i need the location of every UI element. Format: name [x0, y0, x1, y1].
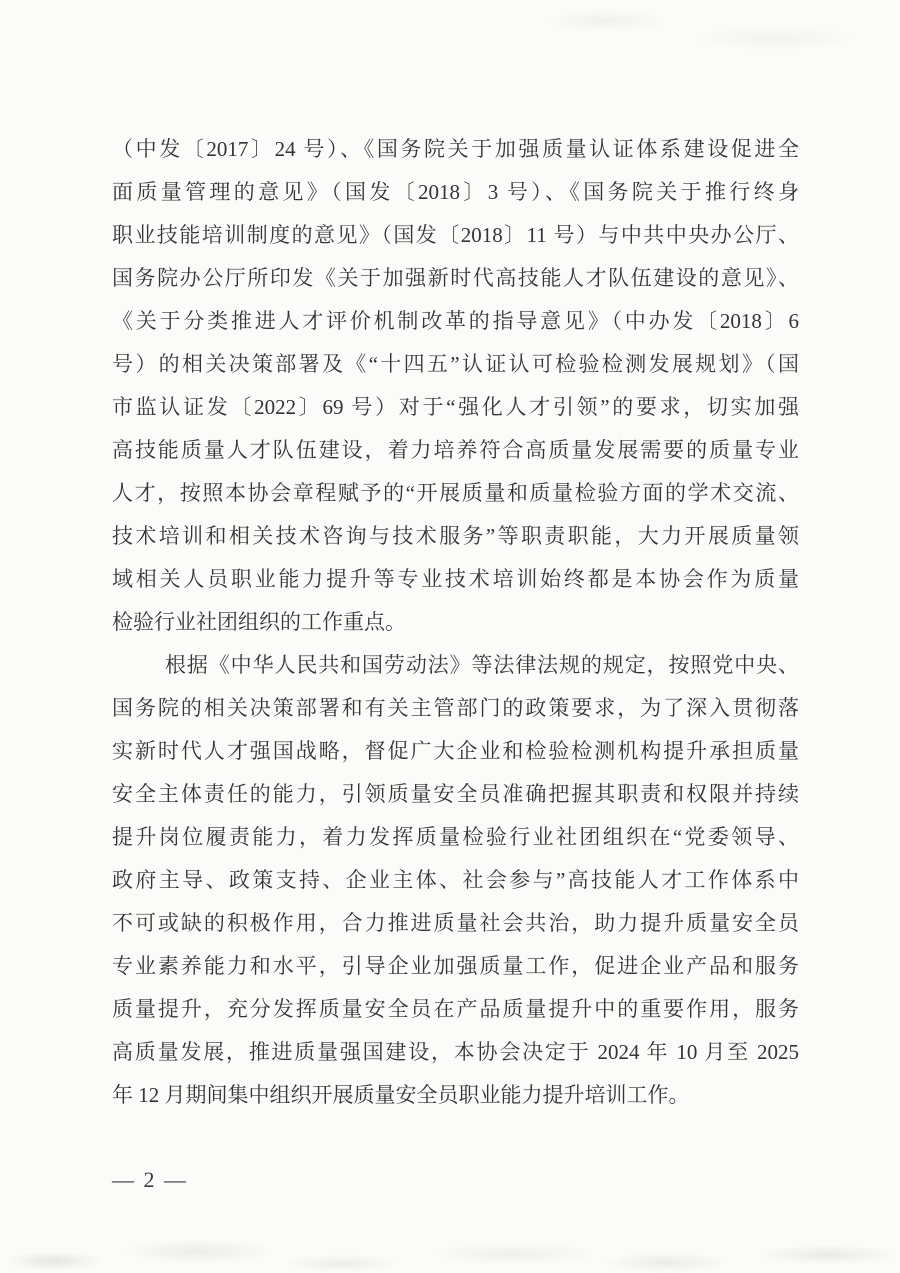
text-line: 市监认证发〔2022〕69 号）对于“强化人才引领”的要求，切实加强 [112, 395, 799, 419]
text-line: 职业技能培训制度的意见》（国发〔2018〕11 号）与中共中央办公厅、 [112, 223, 799, 247]
text-line: 号）的相关决策部署及《“十四五”认证认可检验检测发展规划》（国 [112, 352, 799, 376]
text-line: 不可或缺的积极作用，合力推进质量社会共治，助力提升质量安全员 [112, 911, 799, 935]
paragraph-2 [112, 644, 799, 1117]
text-line: 高质量发展，推进质量强国建设，本协会决定于 2024 年 10 月至 2025 [112, 1040, 799, 1064]
text-line: 年 12 月期间集中组织开展质量安全员职业能力提升培训工作。 [112, 1083, 690, 1107]
text-line: 提升岗位履责能力，着力发挥质量检验行业社团组织在“党委领导、 [112, 825, 799, 849]
text-line: 安全主体责任的能力，引领质量安全员准确把握其职责和权限并持续 [112, 782, 799, 806]
text-line: 质量提升，充分发挥质量安全员在产品质量提升中的重要作用，服务 [112, 997, 799, 1021]
text-line: 政府主导、政策支持、企业主体、社会参与”高技能人才工作体系中 [112, 868, 799, 892]
text-line: 高技能质量人才队伍建设，着力培养符合高质量发展需要的质量专业 [112, 438, 799, 462]
text-line: 根据《中华人民共和国劳动法》等法律法规的规定，按照党中央、 [165, 653, 799, 677]
scan-noise-top [480, 0, 900, 70]
text-line: 技术培训和相关技术咨询与技术服务”等职责职能，大力开展质量领 [112, 524, 799, 548]
text-line: 国务院的相关决策部署和有关主管部门的政策要求，为了深入贯彻落 [112, 696, 799, 720]
text-line: 面质量管理的意见》（国发〔2018〕3 号）、《国务院关于推行终身 [112, 180, 799, 204]
text-line: 实新时代人才强国战略，督促广大企业和检验检测机构提升承担质量 [112, 739, 799, 763]
text-line: 专业素养能力和水平，引导企业加强质量工作，促进企业产品和服务 [112, 954, 799, 978]
paragraph-1 [112, 128, 799, 644]
text-line: 《关于分类推进人才评价机制改革的指导意见》（中办发〔2018〕6 [112, 309, 799, 333]
text-line: （中发〔2017〕24 号）、《国务院关于加强质量认证体系建设促进全 [112, 137, 799, 161]
scan-noise-bottom [0, 1225, 900, 1273]
text-line: 人才，按照本协会章程赋予的“开展质量和质量检验方面的学术交流、 [112, 481, 799, 505]
text-line: 国务院办公厅所印发《关于加强新时代高技能人才队伍建设的意见》、 [112, 266, 799, 290]
page-number: — 2 — [112, 1167, 188, 1192]
text-block [112, 128, 799, 1117]
text-line: 检验行业社团组织的工作重点。 [112, 610, 406, 634]
text-line: 域相关人员职业能力提升等专业技术培训始终都是本协会作为质量 [112, 567, 799, 591]
